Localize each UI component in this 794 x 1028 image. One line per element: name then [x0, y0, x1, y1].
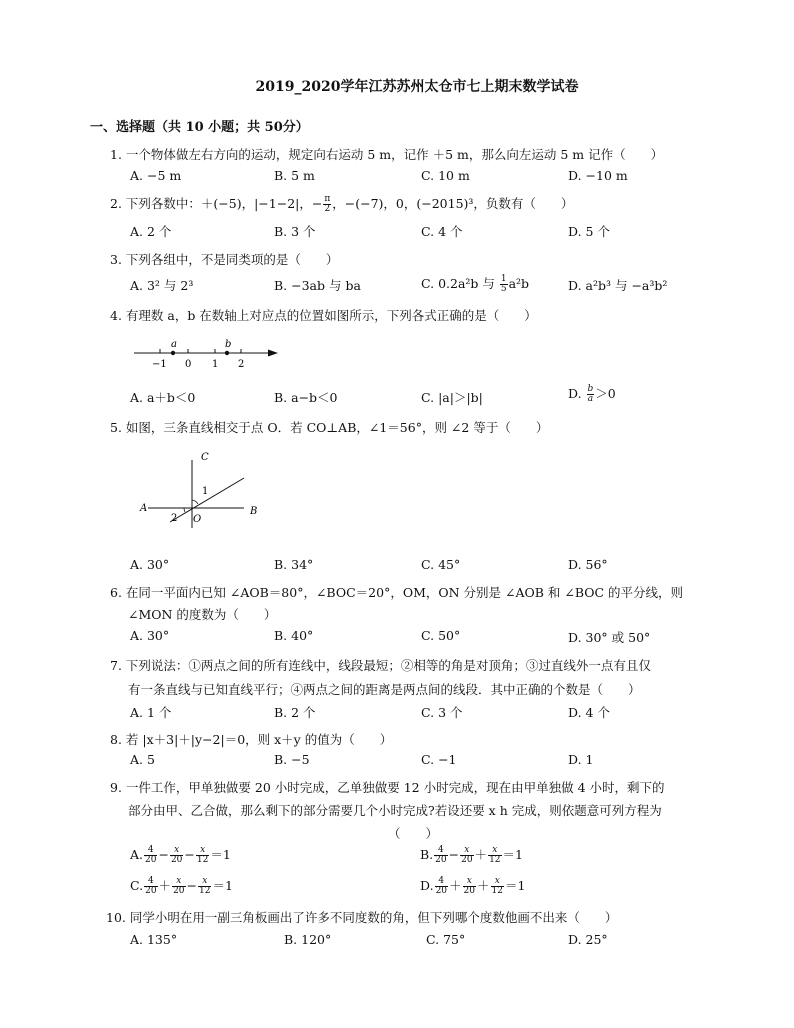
question-9-stem: 9. 一件工作，甲单独做要 20 小时完成，乙单独做要 12 小时完成，现在由甲单独做 4 小时，剩下的	[110, 780, 665, 795]
tick-label-zero: 0	[185, 359, 192, 370]
q3-option-c-head: C. 0.2a²b 与	[421, 276, 499, 291]
fraction-denominator: 20	[435, 886, 448, 896]
fraction-denominator: 20	[145, 855, 157, 865]
pi-over-2-fraction	[323, 195, 331, 214]
number-line-figure	[128, 336, 284, 372]
label-a: A	[140, 503, 148, 514]
q5-option-d: D. 56°	[568, 557, 608, 572]
q2-stem-part2: ，−(−7)，0，(−2015)³，负数有（ ）	[332, 196, 574, 211]
arrow-head-icon	[268, 350, 278, 357]
fraction-x-over-20	[170, 846, 183, 865]
q2-stem-part1: 2. 下列各数中：＋(−5)，|−1−2|，−	[110, 196, 323, 211]
fraction-x-over-12	[491, 877, 504, 896]
fraction-4-over-20	[435, 877, 448, 896]
tick-label-one: 1	[212, 359, 219, 370]
q1-option-c: C. 10 m	[421, 168, 470, 183]
fraction-numerator: x	[463, 877, 476, 887]
operator: ＋	[476, 878, 490, 893]
operator: −	[448, 847, 460, 862]
slanted-line	[170, 478, 244, 522]
fraction-denominator: 20	[173, 886, 185, 896]
fraction-denominator: 2	[324, 204, 331, 214]
fraction-denominator: 12	[491, 886, 503, 896]
q4-option-d-tail: ＞0	[595, 386, 616, 401]
operator: −	[186, 878, 197, 893]
exam-title: 2019_2020学年江苏苏州太仓市七上期末数学试卷	[255, 79, 579, 95]
angle-2-label: 2	[171, 513, 178, 524]
fraction-4-over-20	[144, 877, 157, 896]
q8-option-b: B. −5	[274, 752, 310, 767]
option-label: B.	[420, 847, 434, 862]
q7-option-d: D. 4 个	[568, 705, 610, 720]
tick-label-minus-one: −1	[152, 359, 167, 370]
q8-option-c: C. −1	[421, 752, 457, 767]
fraction-x-over-20	[172, 877, 185, 896]
q7-option-c: C. 3 个	[421, 705, 463, 720]
operator: −	[158, 847, 169, 862]
fraction-4-over-20	[144, 846, 157, 865]
fraction-numerator: 4	[144, 877, 157, 887]
fraction-numerator: x	[491, 877, 504, 887]
operator: ＋	[449, 878, 462, 893]
q4-option-d-head: D.	[568, 386, 586, 401]
q6-option-b: B. 40°	[274, 628, 314, 643]
q5-option-c: C. 45°	[421, 557, 461, 572]
fraction-numerator: x	[196, 846, 209, 856]
label-c: C	[201, 452, 209, 463]
q9-option-d	[420, 876, 525, 896]
operator: ＋	[474, 847, 488, 862]
angle-1-label: 1	[202, 486, 209, 497]
question-10-stem: 10. 同学小明在用一副三角板画出了许多不同度数的角，但下列哪个度数他画不出来（ ）	[106, 910, 618, 925]
q2-option-b: B. 3 个	[274, 224, 316, 239]
operator: −	[184, 847, 195, 862]
label-o: O	[193, 514, 202, 525]
question-4-stem: 4. 有理数 a，b 在数轴上对应点的位置如图所示，下列各式正确的是（ ）	[110, 308, 537, 323]
q4-option-d	[568, 384, 616, 404]
q10-option-c: C. 75°	[426, 932, 466, 947]
equals-one: ＝1	[502, 847, 523, 862]
fraction-x-over-12	[198, 877, 211, 896]
q10-option-d: D. 25°	[568, 932, 608, 947]
option-label: A.	[130, 847, 144, 862]
option-label: D.	[420, 878, 434, 893]
fraction-numerator: x	[172, 877, 185, 887]
q9-option-a	[130, 845, 231, 865]
q8-option-d: D. 1	[568, 752, 594, 767]
equals-one: ＝1	[212, 878, 233, 893]
fraction-denominator: 12	[199, 886, 211, 896]
fraction-x-over-12	[488, 846, 501, 865]
question-6-stem: 6. 在同一平面内已知 ∠AOB＝80°，∠BOC＝20°，OM，ON 分别是 ∠AOB 和 ∠BOC 的平分线，则	[110, 585, 684, 600]
intersecting-lines-figure	[134, 444, 270, 534]
q2-option-d: D. 5 个	[568, 224, 610, 239]
fraction-numerator: 1	[500, 274, 507, 284]
q3-option-c	[421, 274, 529, 294]
q6-option-d: D. 30° 或 50°	[568, 630, 651, 645]
q3-option-a: A. 3² 与 2³	[130, 278, 194, 293]
option-label: C.	[130, 878, 144, 893]
fraction-numerator: x	[460, 846, 473, 856]
fraction-numerator: 4	[434, 846, 447, 856]
q4-option-b: B. a−b＜0	[274, 390, 338, 405]
fraction-numerator: π	[324, 194, 331, 204]
fraction-x-over-20	[460, 846, 473, 865]
question-5-stem: 5. 如图，三条直线相交于点 O．若 CO⊥AB，∠1＝56°，则 ∠2 等于（ ）	[110, 420, 549, 435]
q10-option-b: B. 120°	[284, 932, 332, 947]
fraction-denominator: 20	[463, 886, 475, 896]
fraction-denominator: 20	[145, 886, 157, 896]
question-7-stem-cont: 有一条直线与已知直线平行；④两点之间的距离是两点间的线段．其中正确的个数是（ ）	[128, 682, 641, 697]
q3-option-c-tail: a²b	[508, 276, 530, 291]
q7-option-b: B. 2 个	[274, 705, 316, 720]
q7-option-a: A. 1 个	[130, 705, 172, 720]
q9-option-c	[130, 876, 233, 896]
fraction-4-over-20	[434, 846, 447, 865]
q3-option-b: B. −3ab 与 ba	[274, 278, 361, 293]
fraction-denominator: 5	[500, 284, 507, 294]
tick-label-two: 2	[238, 359, 245, 370]
fraction-x-over-20	[463, 877, 476, 896]
label-b: b	[225, 339, 232, 350]
fraction-numerator: x	[488, 846, 501, 856]
fraction-numerator: 4	[435, 877, 448, 887]
fraction-denominator: 12	[489, 855, 501, 865]
fraction-denominator: 20	[461, 855, 473, 865]
question-6-stem-cont: ∠MON 的度数为（ ）	[128, 607, 277, 622]
point-b	[225, 351, 229, 355]
operator: ＋	[158, 878, 172, 893]
q10-option-a: A. 135°	[130, 932, 178, 947]
q8-option-a: A. 5	[130, 752, 155, 767]
question-9-answer-paren: （ ）	[388, 826, 439, 841]
q2-option-c: C. 4 个	[421, 224, 463, 239]
q4-option-c: C. |a|＞|b|	[421, 390, 483, 405]
question-8-stem: 8. 若 |x＋3|＋|y−2|＝0，则 x＋y 的值为（ ）	[110, 732, 393, 747]
q6-option-c: C. 50°	[421, 628, 461, 643]
q1-option-b: B. 5 m	[274, 168, 315, 183]
q3-option-d: D. a²b³ 与 −a³b²	[568, 278, 668, 293]
question-7-stem: 7. 下列说法：①两点之间的所有连线中，线段最短；②相等的角是对顶角；③过直线外一点有且仅	[110, 658, 651, 673]
q2-option-a: A. 2 个	[130, 224, 172, 239]
fraction-numerator: 4	[144, 846, 157, 856]
q1-option-d: D. −10 m	[568, 168, 628, 183]
fraction-numerator: b	[587, 384, 594, 394]
q5-option-b: B. 34°	[274, 557, 314, 572]
question-2-stem	[110, 194, 573, 214]
fraction-denominator: 12	[196, 855, 209, 865]
fraction-numerator: x	[170, 846, 183, 856]
fraction-denominator: a	[587, 394, 594, 404]
fraction-denominator: 20	[170, 855, 183, 865]
one-fifth-fraction	[500, 275, 508, 294]
question-3-stem: 3. 下列各组中，不是同类项的是（ ）	[110, 252, 339, 267]
label-a: a	[171, 339, 177, 350]
b-over-a-fraction	[587, 385, 595, 404]
fraction-denominator: 20	[435, 855, 447, 865]
q9-option-b	[420, 845, 523, 865]
label-b: B	[250, 506, 258, 517]
q4-option-a: A. a＋b＜0	[130, 390, 196, 405]
question-9-stem-cont: 部分由甲、乙合做，那么剩下的部分需要几个小时完成?若设还要 x h 完成，则依题意可列方程为	[128, 803, 662, 818]
q5-option-a: A. 30°	[130, 557, 170, 572]
fraction-x-over-12	[196, 846, 209, 865]
q6-option-a: A. 30°	[130, 628, 170, 643]
q1-option-a: A. −5 m	[130, 168, 182, 183]
equals-one: ＝1	[504, 878, 526, 893]
point-a	[171, 351, 175, 355]
equals-one: ＝1	[210, 847, 231, 862]
section-heading: 一、选择题（共 10 小题；共 50分）	[90, 120, 309, 135]
fraction-numerator: x	[198, 877, 211, 887]
question-1-stem: 1. 一个物体做左右方向的运动，规定向右运动 5 m，记作 ＋5 m，那么向左运动 5 m 记作（ ）	[110, 147, 664, 162]
